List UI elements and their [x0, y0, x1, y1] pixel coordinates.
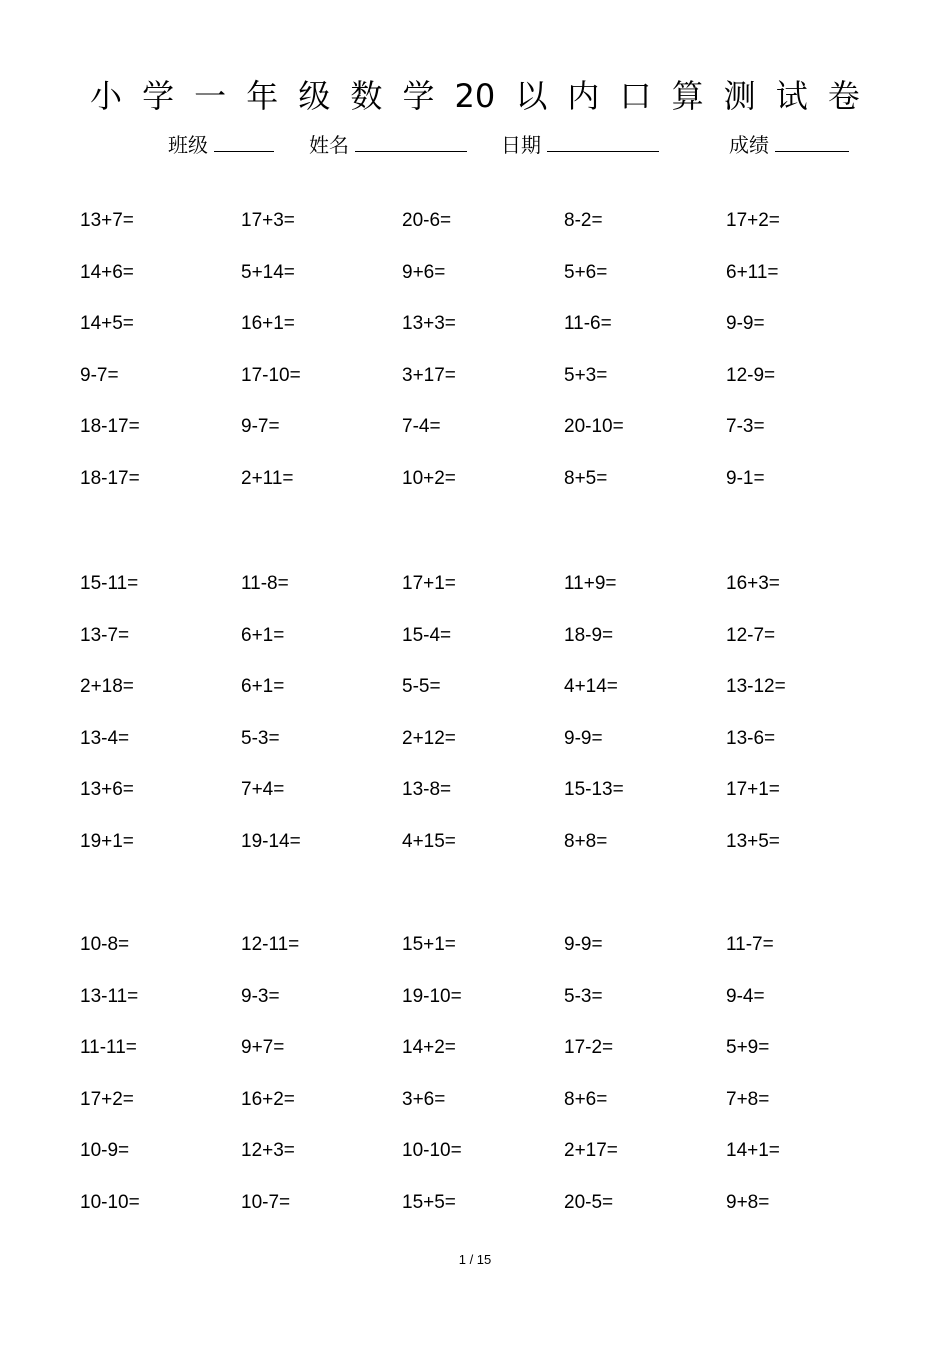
arithmetic-problem: 7+8= — [726, 1088, 770, 1110]
problem-row — [0, 464, 950, 494]
problem-row — [0, 1033, 950, 1063]
arithmetic-problem: 9+6= — [402, 261, 446, 283]
problem-row — [0, 930, 950, 960]
title-char: 级 — [298, 77, 331, 115]
problem-row — [0, 1136, 950, 1166]
arithmetic-problem: 20-6= — [402, 210, 452, 231]
arithmetic-problem: 14+5= — [80, 313, 134, 335]
arithmetic-problem: 17+2= — [726, 210, 780, 231]
name-label: 姓名 — [309, 133, 349, 157]
problem-row — [0, 569, 950, 599]
title-char: 小 — [90, 77, 123, 115]
arithmetic-problem: 9-9= — [564, 727, 603, 749]
arithmetic-problem: 13-4= — [80, 727, 130, 749]
problem-row — [0, 258, 950, 288]
arithmetic-problem: 12+3= — [241, 1140, 295, 1162]
arithmetic-problem: 13-12= — [726, 676, 786, 698]
date-label: 日期 — [501, 133, 541, 157]
arithmetic-problem: 11+9= — [564, 573, 617, 594]
arithmetic-problem: 17+2= — [80, 1088, 134, 1110]
title-text — [90, 72, 860, 120]
arithmetic-problem: 17+1= — [726, 779, 780, 801]
name-blank[interactable] — [355, 129, 467, 152]
problem-row — [0, 1085, 950, 1115]
arithmetic-problem: 13-7= — [80, 624, 130, 646]
arithmetic-problem: 12-7= — [726, 624, 776, 646]
problem-row — [0, 827, 950, 857]
score-field — [729, 128, 849, 162]
title-char: 一 — [194, 77, 227, 115]
score-blank[interactable] — [775, 129, 849, 152]
arithmetic-problem: 9-7= — [80, 364, 119, 386]
title-char: 20 — [454, 77, 496, 115]
arithmetic-problem: 3+17= — [402, 364, 456, 386]
arithmetic-problem: 14+6= — [80, 261, 134, 283]
arithmetic-problem: 4+15= — [402, 831, 456, 852]
arithmetic-problem: 19-14= — [241, 831, 301, 852]
arithmetic-problem: 5-5= — [402, 676, 441, 698]
arithmetic-problem: 11-8= — [241, 573, 289, 594]
arithmetic-problem: 15+5= — [402, 1192, 456, 1213]
problem-row — [0, 361, 950, 391]
arithmetic-problem: 8-2= — [564, 210, 603, 231]
page-indicator: 1 / 15 — [458, 1252, 492, 1267]
arithmetic-problem: 4+14= — [564, 676, 618, 698]
title-char: 试 — [775, 77, 808, 115]
arithmetic-problem: 17-10= — [241, 364, 301, 386]
arithmetic-problem: 15+1= — [402, 934, 456, 955]
arithmetic-problem: 18-17= — [80, 416, 140, 438]
class-blank[interactable] — [214, 129, 274, 152]
problem-row — [0, 724, 950, 754]
arithmetic-problem: 9-9= — [564, 934, 603, 955]
date-field — [501, 128, 659, 162]
arithmetic-problem: 19-10= — [402, 985, 462, 1007]
arithmetic-problem: 5+14= — [241, 261, 295, 283]
title-char: 卷 — [827, 77, 860, 115]
arithmetic-problem: 11-6= — [564, 313, 612, 335]
arithmetic-problem: 3+6= — [402, 1088, 446, 1110]
arithmetic-problem: 8+8= — [564, 831, 608, 852]
arithmetic-problem: 7-3= — [726, 416, 765, 438]
arithmetic-problem: 19+1= — [80, 831, 134, 852]
title-char: 测 — [723, 77, 756, 115]
arithmetic-problem: 2+18= — [80, 676, 134, 698]
arithmetic-problem: 2+12= — [402, 727, 456, 749]
arithmetic-problem: 15-13= — [564, 779, 624, 801]
arithmetic-problem: 9+7= — [241, 1037, 285, 1059]
arithmetic-problem: 5-3= — [564, 985, 603, 1007]
arithmetic-problem: 9-1= — [726, 468, 765, 489]
arithmetic-problem: 20-5= — [564, 1192, 614, 1213]
arithmetic-problem: 6+11= — [726, 261, 779, 283]
class-label: 班级 — [168, 133, 208, 157]
arithmetic-problem: 11-11= — [80, 1037, 137, 1059]
arithmetic-problem: 5+6= — [564, 261, 608, 283]
arithmetic-problem: 14+1= — [726, 1140, 780, 1162]
arithmetic-problem: 13-8= — [402, 779, 452, 801]
arithmetic-problem: 13+6= — [80, 779, 134, 801]
arithmetic-problem: 13+7= — [80, 210, 134, 231]
arithmetic-problem: 13-11= — [80, 985, 139, 1007]
arithmetic-problem: 13+5= — [726, 831, 780, 852]
title-char: 学 — [142, 77, 175, 115]
problem-row — [0, 412, 950, 442]
arithmetic-problem: 10-7= — [241, 1192, 291, 1213]
title-char: 学 — [402, 77, 435, 115]
title-char: 算 — [671, 77, 704, 115]
arithmetic-problem: 5+3= — [564, 364, 608, 386]
arithmetic-problem: 2+17= — [564, 1140, 618, 1162]
problem-row — [0, 1188, 950, 1218]
arithmetic-problem: 13-6= — [726, 727, 776, 749]
arithmetic-problem: 9-7= — [241, 416, 280, 438]
problem-row — [0, 309, 950, 339]
score-label: 成绩 — [729, 133, 769, 157]
arithmetic-problem: 5+9= — [726, 1037, 770, 1059]
arithmetic-problem: 17+1= — [402, 573, 456, 594]
student-info-line — [0, 128, 950, 162]
arithmetic-problem: 9-9= — [726, 313, 765, 335]
arithmetic-problem: 10-8= — [80, 934, 130, 955]
name-field — [309, 128, 467, 162]
problem-row — [0, 206, 950, 236]
arithmetic-problem: 9+8= — [726, 1192, 770, 1213]
title-char: 内 — [567, 77, 600, 115]
title-char: 口 — [619, 77, 652, 115]
title-char: 数 — [350, 77, 383, 115]
arithmetic-problem: 10-9= — [80, 1140, 130, 1162]
arithmetic-problem: 10+2= — [402, 468, 456, 489]
arithmetic-problem: 9-3= — [241, 985, 280, 1007]
problem-row — [0, 621, 950, 651]
problem-row — [0, 672, 950, 702]
title-char: 年 — [246, 77, 279, 115]
arithmetic-problem: 17+3= — [241, 210, 295, 231]
arithmetic-problem: 8+5= — [564, 468, 608, 489]
arithmetic-problem: 7-4= — [402, 416, 441, 438]
arithmetic-problem: 11-7= — [726, 934, 774, 955]
arithmetic-problem: 10-10= — [402, 1140, 462, 1162]
arithmetic-problem: 18-9= — [564, 624, 614, 646]
arithmetic-problem: 9-4= — [726, 985, 765, 1007]
page-title — [0, 72, 950, 120]
arithmetic-problem: 8+6= — [564, 1088, 608, 1110]
arithmetic-problem: 7+4= — [241, 779, 285, 801]
arithmetic-problem: 15-4= — [402, 624, 452, 646]
arithmetic-problem: 12-11= — [241, 934, 300, 955]
arithmetic-problem: 15-11= — [80, 573, 139, 594]
arithmetic-problem: 16+1= — [241, 313, 295, 335]
arithmetic-problem: 17-2= — [564, 1037, 614, 1059]
arithmetic-problem: 20-10= — [564, 416, 624, 438]
title-char: 以 — [515, 77, 548, 115]
arithmetic-problem: 2+11= — [241, 468, 294, 489]
arithmetic-problem: 6+1= — [241, 624, 285, 646]
problem-row — [0, 775, 950, 805]
arithmetic-problem: 5-3= — [241, 727, 280, 749]
arithmetic-problem: 16+2= — [241, 1088, 295, 1110]
arithmetic-problem: 13+3= — [402, 313, 456, 335]
class-field — [168, 128, 274, 162]
arithmetic-problem: 14+2= — [402, 1037, 456, 1059]
arithmetic-problem: 12-9= — [726, 364, 776, 386]
problem-row — [0, 982, 950, 1012]
arithmetic-problem: 18-17= — [80, 468, 140, 489]
arithmetic-problem: 16+3= — [726, 573, 780, 594]
arithmetic-problem: 6+1= — [241, 676, 285, 698]
arithmetic-problem: 10-10= — [80, 1192, 140, 1213]
date-blank[interactable] — [547, 129, 659, 152]
